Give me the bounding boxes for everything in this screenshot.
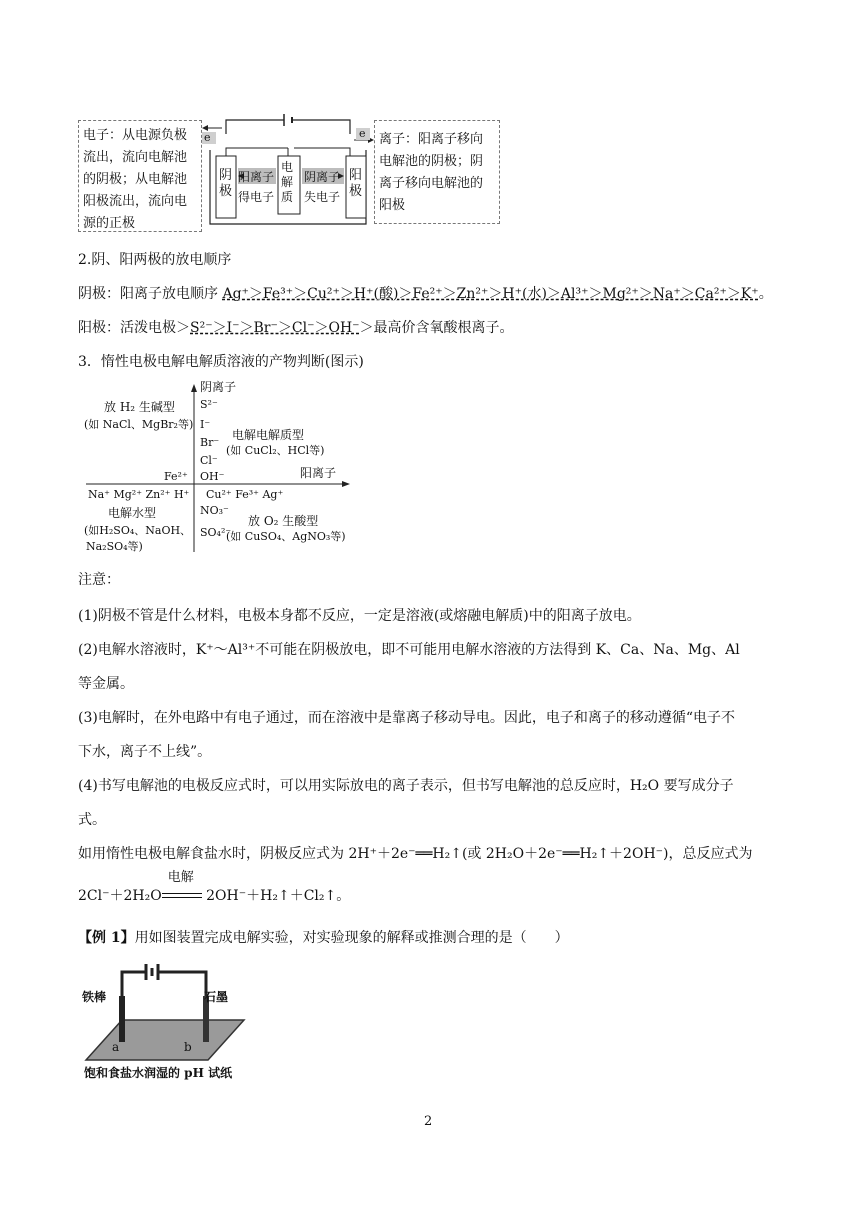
example-line: 如用惰性电极电解食盐水时，阴极反应式为 2H⁺＋2e⁻══H₂↑(或 2H₂O＋2e⁻══H₂↑＋2OH⁻)，总反应式为	[78, 846, 753, 862]
anion-cl: Cl⁻	[200, 454, 218, 467]
q4-sub: (如 CuSO₄、AgNO₃等)	[226, 530, 346, 543]
total-right: 2OH⁻＋H₂↑＋Cl₂↑。	[201, 888, 351, 904]
example-1-text: 用如图装置完成电解实验，对实验现象的解释或推测合理的是（ ）	[134, 930, 569, 946]
anion-i: I⁻	[200, 418, 211, 431]
product-quadrant-diagram	[82, 378, 352, 556]
q4-title: 放 O₂ 生酸型	[248, 514, 319, 528]
q3-sub1: (如H₂SO₄、NaOH、	[84, 524, 192, 537]
electrolysis-cell-diagram	[78, 112, 502, 232]
graphite-label: 石墨	[204, 990, 229, 1004]
lose-electron-label: 失电子	[304, 190, 341, 204]
note-1: (1)阴极不管是什么材料，电极本身都不反应，一定是溶液(或熔融电解质)中的阳离子放电。	[78, 608, 641, 624]
gain-electron-label: 得电子	[238, 190, 275, 204]
q1-title: 放 H₂ 生碱型	[104, 400, 175, 414]
total-left: 2Cl⁻＋2H₂O	[78, 888, 162, 904]
section2-title: 2.阴、阳两极的放电顺序	[78, 252, 232, 268]
note-4a: (4)书写电解池的电极反应式时，可以用实际放电的离子表示，但书写电解池的总反应时，H₂O 要写成分子	[78, 778, 734, 794]
note-4b: 式。	[78, 812, 106, 828]
example-1-tag: 【例 1】	[78, 930, 135, 946]
anode-order-sequence: S²⁻＞I⁻＞Br⁻＞Cl⁻＞OH⁻	[190, 320, 360, 336]
q2-title: 电解电解质型	[232, 428, 305, 442]
note-2b: 等金属。	[78, 676, 134, 692]
anion-oh: OH⁻	[200, 470, 225, 483]
q1-sub: (如 NaCl、MgBr₂等)	[84, 418, 194, 431]
label-a: a	[112, 1040, 120, 1054]
q2-sub: (如 CuCl₂、HCl等)	[226, 444, 325, 457]
anode-order-label: 阳极：活泼电极＞	[78, 320, 190, 336]
q3-sub2: Na₂SO₄等)	[86, 540, 143, 553]
anode-label: 阳极	[349, 168, 363, 199]
anion-s2: S²⁻	[200, 398, 218, 411]
note-3a: (3)电解时，在外电路中有电子通过，而在溶液中是靠离子移动导电。因此，电子和离子的移动遵循“电子不	[78, 710, 735, 726]
page-number: 2	[424, 1114, 433, 1129]
label-b: b	[184, 1040, 192, 1054]
cathode-label: 阴极	[219, 168, 233, 199]
cation-fe2: Fe²⁺	[164, 470, 188, 483]
anode-order-end: ＞最高价含氧酸根离子。	[359, 320, 514, 336]
ph-paper-diagram	[82, 960, 248, 1082]
ph-paper-caption: 饱和食盐水润湿的 pH 试纸	[84, 1066, 233, 1080]
cathode-order-end: 。	[758, 286, 773, 302]
ion-flow-box: 离子：阳离子移向电解池的阴极；阴离子移向电解池的阳极	[374, 120, 500, 224]
reaction-condition: 电解	[167, 870, 194, 885]
note-2a: (2)电解水溶液时，K⁺～Al³⁺不可能在阴极放电，即不可能用电解水溶液的方法得到 K、Ca、Na、Mg、Al	[78, 642, 740, 658]
cations-left: Na⁺ Mg²⁺ Zn²⁺ H⁺	[88, 488, 190, 501]
cation-label: 阳离子	[238, 170, 275, 184]
anion-label: 阴离子	[304, 170, 341, 184]
total-equation	[78, 870, 351, 906]
cathode-order-label: 阴极：阳离子放电顺序	[78, 286, 223, 302]
ph-paper-drawing	[82, 960, 248, 1082]
anode-order	[78, 318, 514, 338]
notes-title: 注意：	[78, 572, 120, 588]
q3-title: 电解水型	[108, 506, 157, 520]
electron-symbol-right: e	[359, 127, 366, 140]
electrolyte-label: 电解质	[281, 160, 294, 204]
x-axis-label: 阳离子	[300, 466, 337, 480]
electron-flow-box: 电子：从电源负极流出，流向电解池的阴极；从电解池阳极流出，流向电源的正极	[78, 120, 202, 232]
anion-so4: SO₄²⁻	[200, 526, 232, 539]
example-1	[78, 928, 569, 948]
cathode-order	[78, 284, 773, 304]
note-3b: 下水，离子不上线”。	[78, 744, 212, 760]
y-axis-label: 阴离子	[200, 380, 237, 394]
anion-no3: NO₃⁻	[200, 504, 229, 517]
reaction-arrow	[162, 870, 202, 906]
iron-rod-label: 铁棒	[82, 990, 107, 1004]
cations-right: Cu²⁺ Fe³⁺ Ag⁺	[206, 488, 284, 501]
cathode-order-sequence: Ag⁺＞Fe³⁺＞Cu²⁺＞H⁺(酸)＞Fe²⁺＞Zn²⁺＞H⁺(水)＞Al³⁺＞Mg²⁺＞Na⁺＞Ca²⁺＞K⁺	[222, 286, 759, 302]
section3-title: 3．惰性电极电解电解质溶液的产物判断(图示)	[78, 354, 364, 370]
anion-br: Br⁻	[200, 436, 220, 449]
electron-symbol-left: e	[204, 131, 211, 144]
